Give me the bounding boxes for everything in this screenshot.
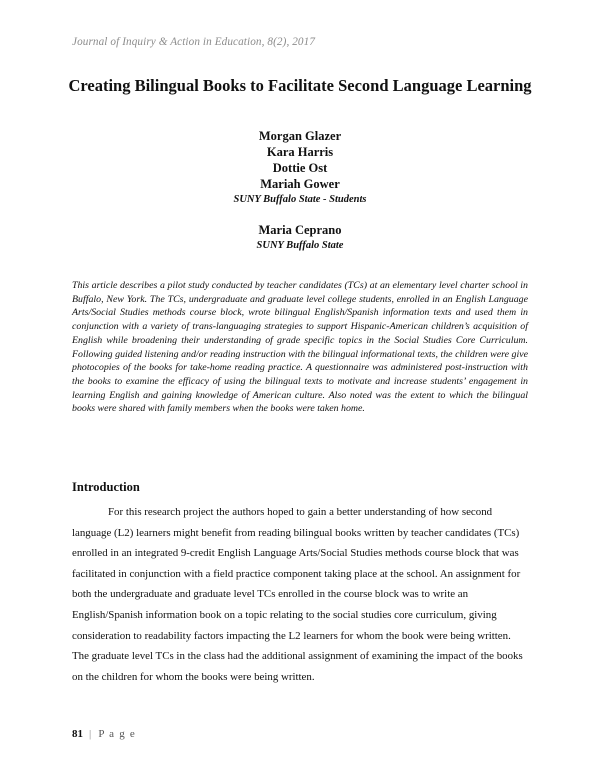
author-name: Morgan Glazer [258, 129, 342, 143]
section-heading-introduction: Introduction [72, 480, 140, 494]
author-name: Kara Harris [266, 145, 334, 159]
author-name: Mariah Gower [260, 177, 340, 191]
page-footer [72, 728, 136, 740]
student-affiliation: SUNY Buffalo State - Students [233, 194, 367, 205]
introduction-paragraph: For this research project the authors hoped to gain a better understanding of how second language (L2) learners might benefit from reading bilingual books written by teacher candidates (TCs) enrolled in an integrated 9-credit English Language Arts/Social Studies methods course block that was facilitated in conjunction with a field practice component taking place at the school. An assignment for both the undergraduate and graduate level TCs enrolled in the course block was to write an English/Spanish information book on a topic relating to the social studies core curriculum, giving consideration to readability factors impacting the L2 learners for whom the book were being written. The graduate level TCs in the class had the additional assignment of examining the impact of the books on the children for whom the books were being written. [72, 506, 523, 683]
faculty-affiliation: SUNY Buffalo State [256, 240, 344, 251]
abstract: This article describes a pilot study conducted by teacher candidates (TCs) at an elementary level charter school in Buffalo, New York. The TCs, undergraduate and graduate level college students, enrolled in an English Language Arts/Social Studies methods course block, wrote bilingual English/Spanish information texts and used them in conjunction with a variety of trans-languaging strategies to support Hispanic-American children’s acquisition of English while broadening their understanding of grade specific topics in the Social Studies Core Curriculum. Following guided listening and/or reading instruction with the bilingual informational texts, the children were give photocopies of the books for take-home reading practice. A questionnaire was administered post-instruction with the books to examine the efficacy of using the bilingual texts to motivate and increase students’ engagement in learning English and gaining knowledge of American culture. Also noted was the extent to which the bilingual books were shared with family members when the books were taken home. [72, 280, 528, 415]
page-number: 81 [72, 728, 83, 740]
page-label: P a g e [98, 728, 136, 740]
student-authors [100, 128, 500, 208]
faculty-author-block [100, 222, 500, 254]
faculty-author-name: Maria Ceprano [258, 223, 342, 237]
footer-separator: | [88, 728, 93, 740]
journal-header: Journal of Inquiry & Action in Education, 8(2), 2017 [72, 36, 316, 48]
author-name: Dottie Ost [272, 161, 328, 175]
article-title: Creating Bilingual Books to Facilitate Second Language Learning [68, 76, 532, 95]
